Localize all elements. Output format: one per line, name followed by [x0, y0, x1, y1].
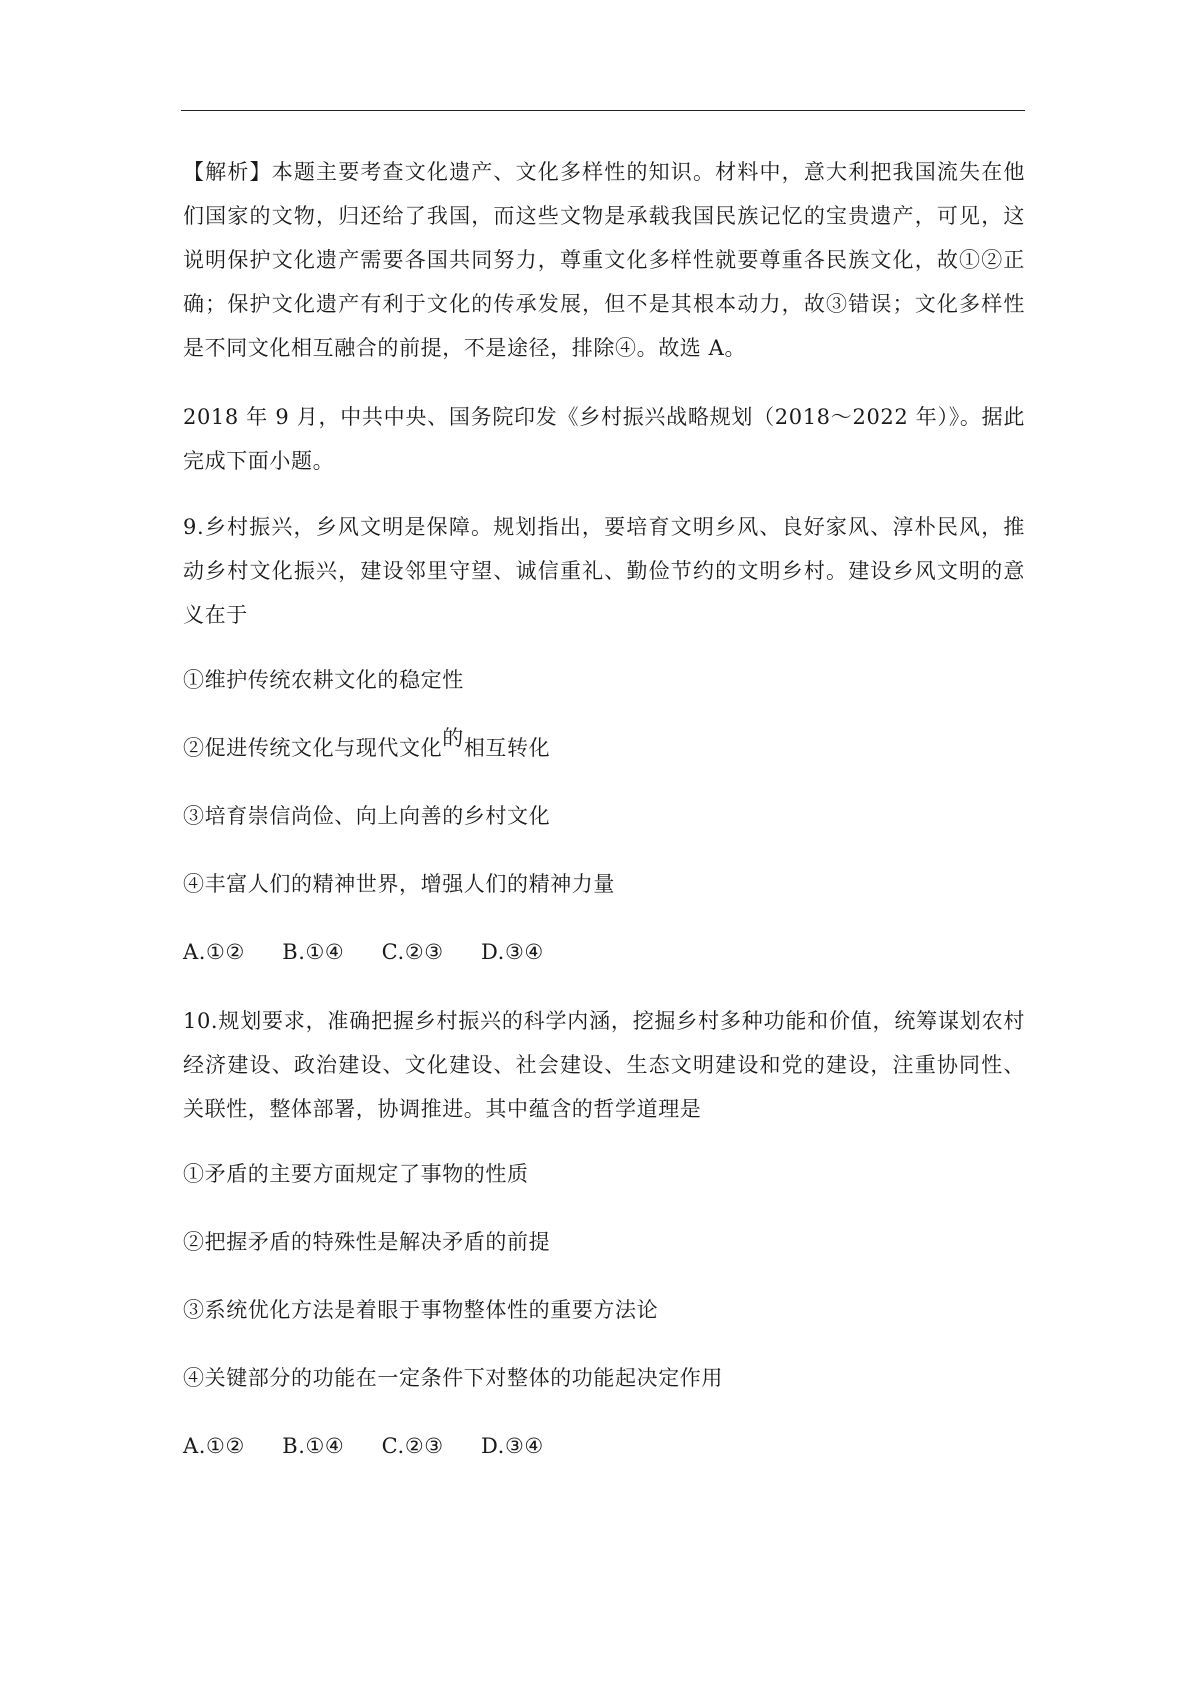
question-9-option-1: ①维护传统农耕文化的稳定性	[183, 668, 464, 692]
header-rule	[181, 110, 1025, 111]
question-9	[183, 505, 1025, 999]
question-10-choices	[183, 1425, 1025, 1493]
question-9-option-2-tail: 相互转化	[463, 736, 551, 760]
question-10-option-2: ②把握矛盾的特殊性是解决矛盾的前提	[183, 1230, 551, 1254]
question-9-stem: 9.乡村振兴，乡风文明是保障。规划指出，要培育文明乡风、良好家风、淳朴民风，推动乡村文化振兴，建设邻里守望、诚信重礼、勤俭节约的文明乡村。建设乡风文明的意义在于	[183, 515, 1025, 627]
question-9-option-2	[183, 727, 1025, 795]
question-9-choices	[183, 931, 1025, 999]
question-9-option-2-head: ②促进传统文化与现代文化	[183, 736, 443, 760]
question-10-option-1: ①矛盾的主要方面规定了事物的性质	[183, 1162, 529, 1186]
question-10	[183, 999, 1025, 1493]
question-10-stem: 10.规划要求，准确把握乡村振兴的科学内涵，挖掘乡村多种功能和价值，统筹谋划农村经济建设、政治建设、文化建设、社会建设、生态文明建设和党的建设，注重协同性、关联性，整体部署，协调推进。其中蕴含的哲学道理是	[183, 1009, 1025, 1121]
question-10-choice-d: D.③④	[480, 1434, 544, 1458]
question-9-choice-c: C.②③	[381, 940, 444, 964]
document-body	[183, 150, 1025, 1493]
question-10-choice-c: C.②③	[381, 1434, 444, 1458]
analysis-paragraph: 【解析】本题主要考查文化遗产、文化多样性的知识。材料中，意大利把我国流失在他们国家的文物，归还给了我国，而这些文物是承载我国民族记忆的宝贵遗产，可见，这说明保护文化遗产需要各国共同努力，尊重文化多样性就要尊重各民族文化，故①②正确；保护文化遗产有利于文化的传承发展，但不是其根本动力，故③错误；文化多样性是不同文化相互融合的前提，不是途径，排除④。故选 A。	[183, 160, 1025, 360]
question-9-option-2-raised-char: 的	[442, 726, 464, 750]
intro-paragraph: 2018 年 9 月，中共中央、国务院印发《乡村振兴战略规划（2018～2022 年）》。据此完成下面小题。	[183, 405, 1025, 473]
question-9-choice-d: D.③④	[480, 940, 544, 964]
question-10-option-4: ④关键部分的功能在一定条件下对整体的功能起决定作用	[183, 1366, 723, 1390]
question-9-option-3: ③培育崇信尚俭、向上向善的乡村文化	[183, 804, 551, 828]
question-9-option-4: ④丰富人们的精神世界，增强人们的精神力量	[183, 872, 615, 896]
question-10-choice-a: A.①②	[183, 1434, 245, 1458]
question-9-choice-b: B.①④	[282, 940, 345, 964]
question-9-choice-a: A.①②	[183, 940, 245, 964]
question-10-choice-b: B.①④	[282, 1434, 345, 1458]
question-10-option-3: ③系统优化方法是着眼于事物整体性的重要方法论	[183, 1298, 659, 1322]
